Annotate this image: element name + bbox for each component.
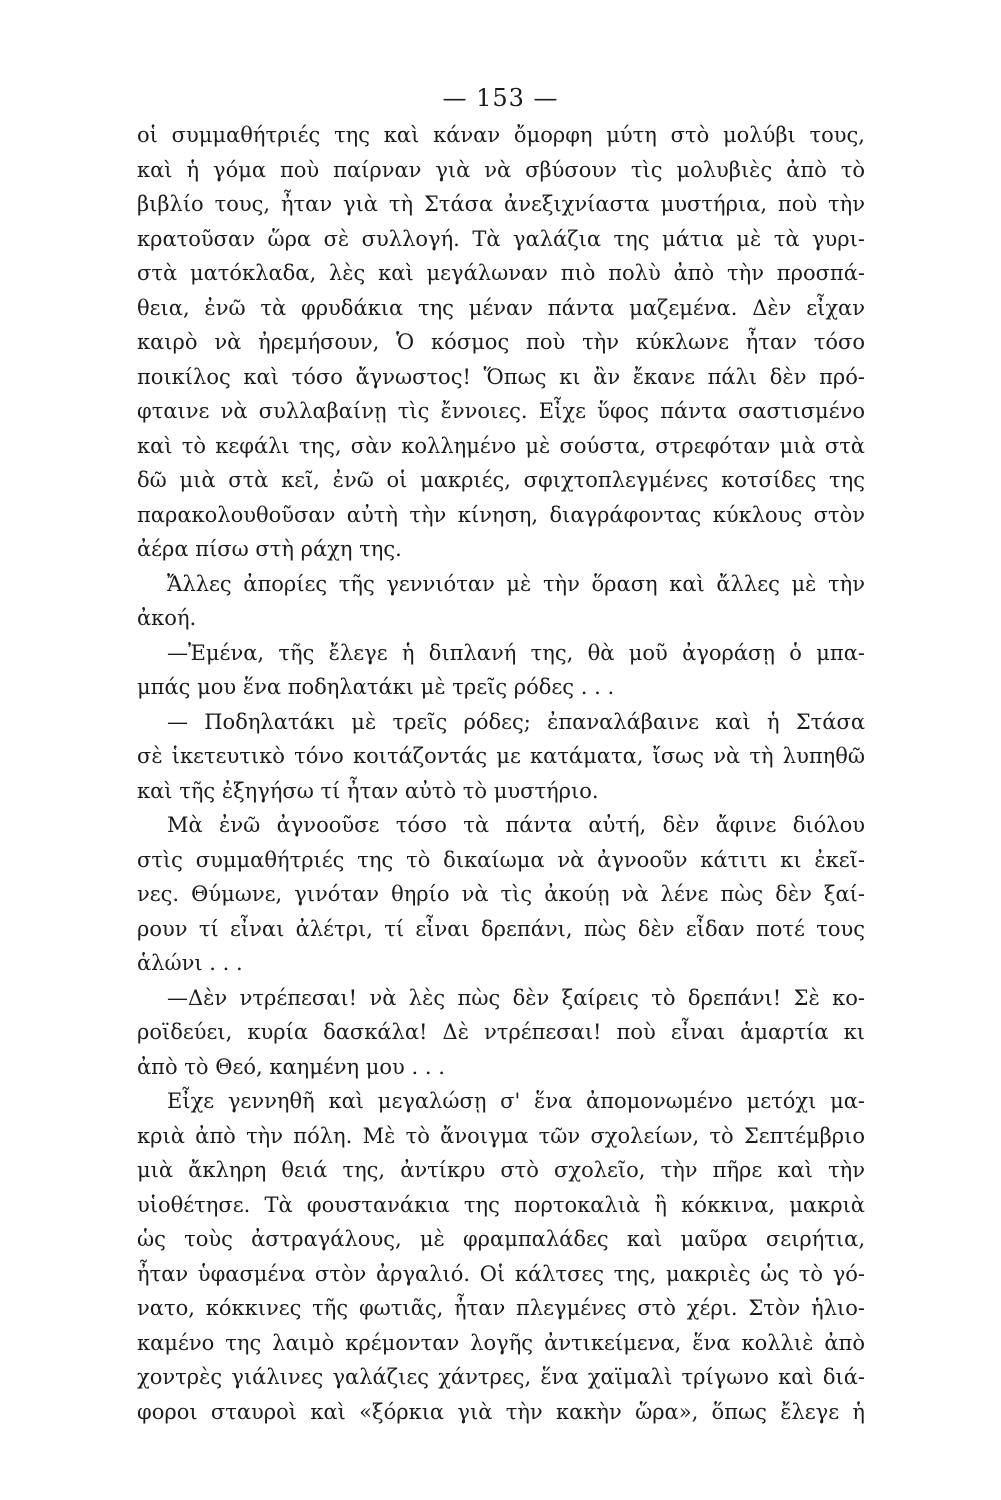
- page-number: — 153 —: [442, 84, 559, 112]
- text-line: καὶ ἡ γόμα ποὺ παίρναν γιὰ νὰ σβύσουν τὶς μολυβιὲς ἀπὸ τὸ: [137, 157, 865, 182]
- text-line: βιβλίο τους, ἦταν γιὰ τὴ Στάσα ἀνεξιχνίαστα μυστήρια, ποὺ τὴν: [137, 192, 865, 216]
- text-line: Εἶχε γεννηθῆ καὶ μεγαλώσῃ σ' ἕνα ἀπομονωμένο μετόχι μα-: [167, 1089, 865, 1113]
- text-line: Ἄλλες ἀπορίες τῆς γεννιόταν μὲ τὴν ὅραση καὶ ἄλλες μὲ τὴν: [167, 571, 865, 596]
- text-line: μπάς μου ἕνα ποδηλατάκι μὲ τρεῖς ρόδες . . .: [137, 675, 615, 699]
- text-line: κριὰ ἀπὸ τὴν πόλη. Μὲ τὸ ἄνοιγμα τῶν σχολείων, τὸ Σεπτέμβριο: [137, 1123, 865, 1148]
- text-line: στὶς συμμαθήτριές της τὸ δικαίωμα νὰ ἀγνοοῦν κάτιτι κι ἐκεῖ-: [137, 847, 865, 872]
- text-line: χοντρὲς γιάλινες γαλάζιες χάντρες, ἕνα χαϊμαλὶ τρίγωνο καὶ διά-: [137, 1365, 865, 1389]
- text-line: υἱοθέτησε. Τὰ φουστανάκια της πορτοκαλιὰ ἢ κόκκινα, μακριὰ: [137, 1192, 865, 1217]
- text-line: ρουν τί εἶναι ἀλέτρι, τί εἶναι δρεπάνι, πὼς δὲν εἶδαν ποτέ τους: [137, 916, 865, 941]
- text-line: φταινε νὰ συλλαβαίνῃ τὶς ἔννοιες. Εἶχε ὕφος πάντα σαστισμένο: [137, 399, 865, 423]
- text-line: καμένο της λαιμὸ κρέμονταν λογῆς ἀντικείμενα, ἕνα κολλιὲ ἀπὸ: [137, 1330, 865, 1355]
- text-line: καὶ τῆς ἐξηγήσω τί ἦταν αὐτὸ τὸ μυστήριο.: [137, 778, 599, 803]
- text-line: παρακολουθοῦσαν αὐτὴ τὴν κίνηση, διαγράφοντας κύκλους στὸν: [137, 502, 865, 527]
- text-line: κρατοῦσαν ὥρα σὲ συλλογή. Τὰ γαλάζια της μάτια μὲ τὰ γυρι-: [137, 226, 865, 251]
- text-line: δῶ μιὰ στὰ κεῖ, ἐνῶ οἱ μακριές, σφιχτοπλεγμένες κοτσίδες της: [137, 468, 865, 492]
- text-line: καιρὸ νὰ ἠρεμήσουν, Ὁ κόσμος ποὺ τὴν κύκλωνε ἦταν τόσο: [137, 330, 865, 354]
- text-line: ροϊδεύει, κυρία δασκάλα! Δὲ ντρέπεσαι! ποὺ εἶναι ἁμαρτία κι: [137, 1020, 865, 1044]
- text-line: ὡς τοὺς ἀστραγάλους, μὲ φραμπαλάδες καὶ μαῦρα σειρήτια,: [137, 1227, 865, 1251]
- text-line: —Ἐμένα, τῆς ἔλεγε ἡ διπλανή της, θὰ μοῦ ἀγοράσῃ ὁ μπα-: [167, 640, 865, 665]
- text-line: Μὰ ἐνῶ ἀγνοοῦσε τόσο τὰ πάντα αὐτή, δὲν ἄφινε διόλου: [167, 813, 865, 837]
- text-line: φοροι σταυροὶ καὶ «ξόρκια γιὰ τὴν κακὴν ὥρα», ὅπως ἔλεγε ἡ: [137, 1399, 865, 1424]
- text-line: ἁλώνι . . .: [137, 951, 243, 975]
- text-line: νατο, κόκκινες τῆς φωτιᾶς, ἦταν πλεγμένες στὸ χέρι. Στὸν ἡλιο-: [137, 1296, 865, 1320]
- text-line: ποικίλος καὶ τόσο ἄγνωστος! Ὅπως κι ἂν ἔκανε πάλι δὲν πρό-: [137, 364, 865, 389]
- text-line: ἀκοή.: [137, 606, 197, 630]
- text-line: οἱ συμμαθήτριές της καὶ κάναν ὄμορφη μύτη στὸ μολύβι τους,: [137, 123, 865, 147]
- text-line: ἦταν ὑφασμένα στὸν ἀργαλιό. Οἱ κάλτσες της, μακριὲς ὡς τὸ γό-: [137, 1261, 865, 1286]
- text-line: μιὰ ἄκληρη θειά της, ἀντίκρυ στὸ σχολεῖο, τὴν πῆρε καὶ τὴν: [137, 1158, 865, 1182]
- text-line: νες. Θύμωνε, γινόταν θηρίο νὰ τὶς ἀκούῃ νὰ λένε πὼς δὲν ξαί-: [137, 882, 865, 906]
- text-line: καὶ τὸ κεφάλι της, σὰν κολλημένο μὲ σούστα, στρεφόταν μιὰ στὰ: [137, 433, 865, 458]
- text-line: στὰ ματόκλαδα, λὲς καὶ μεγάλωναν πιὸ πολὺ ἀπὸ τὴν προσπά-: [137, 261, 865, 285]
- text-line: ἀπὸ τὸ Θεό, καημένη μου . . .: [137, 1054, 445, 1079]
- text-line: — Ποδηλατάκι μὲ τρεῖς ρόδες; ἐπαναλάβαινε καὶ ἡ Στάσα: [167, 709, 865, 734]
- text-line: σὲ ἱκετευτικὸ τόνο κοιτάζοντάς με κατάματα, ἴσως νὰ τὴ λυπηθῶ: [137, 744, 865, 768]
- text-line: θεια, ἐνῶ τὰ φρυδάκια της μέναν πάντα μαζεμένα. Δὲν εἶχαν: [137, 295, 865, 320]
- text-line: —Δὲν ντρέπεσαι! νὰ λὲς πὼς δὲν ξαίρεις τὸ δρεπάνι! Σὲ κο-: [167, 985, 865, 1010]
- text-line: ἀέρα πίσω στὴ ράχη της.: [137, 537, 402, 561]
- body-text: [137, 118, 865, 1429]
